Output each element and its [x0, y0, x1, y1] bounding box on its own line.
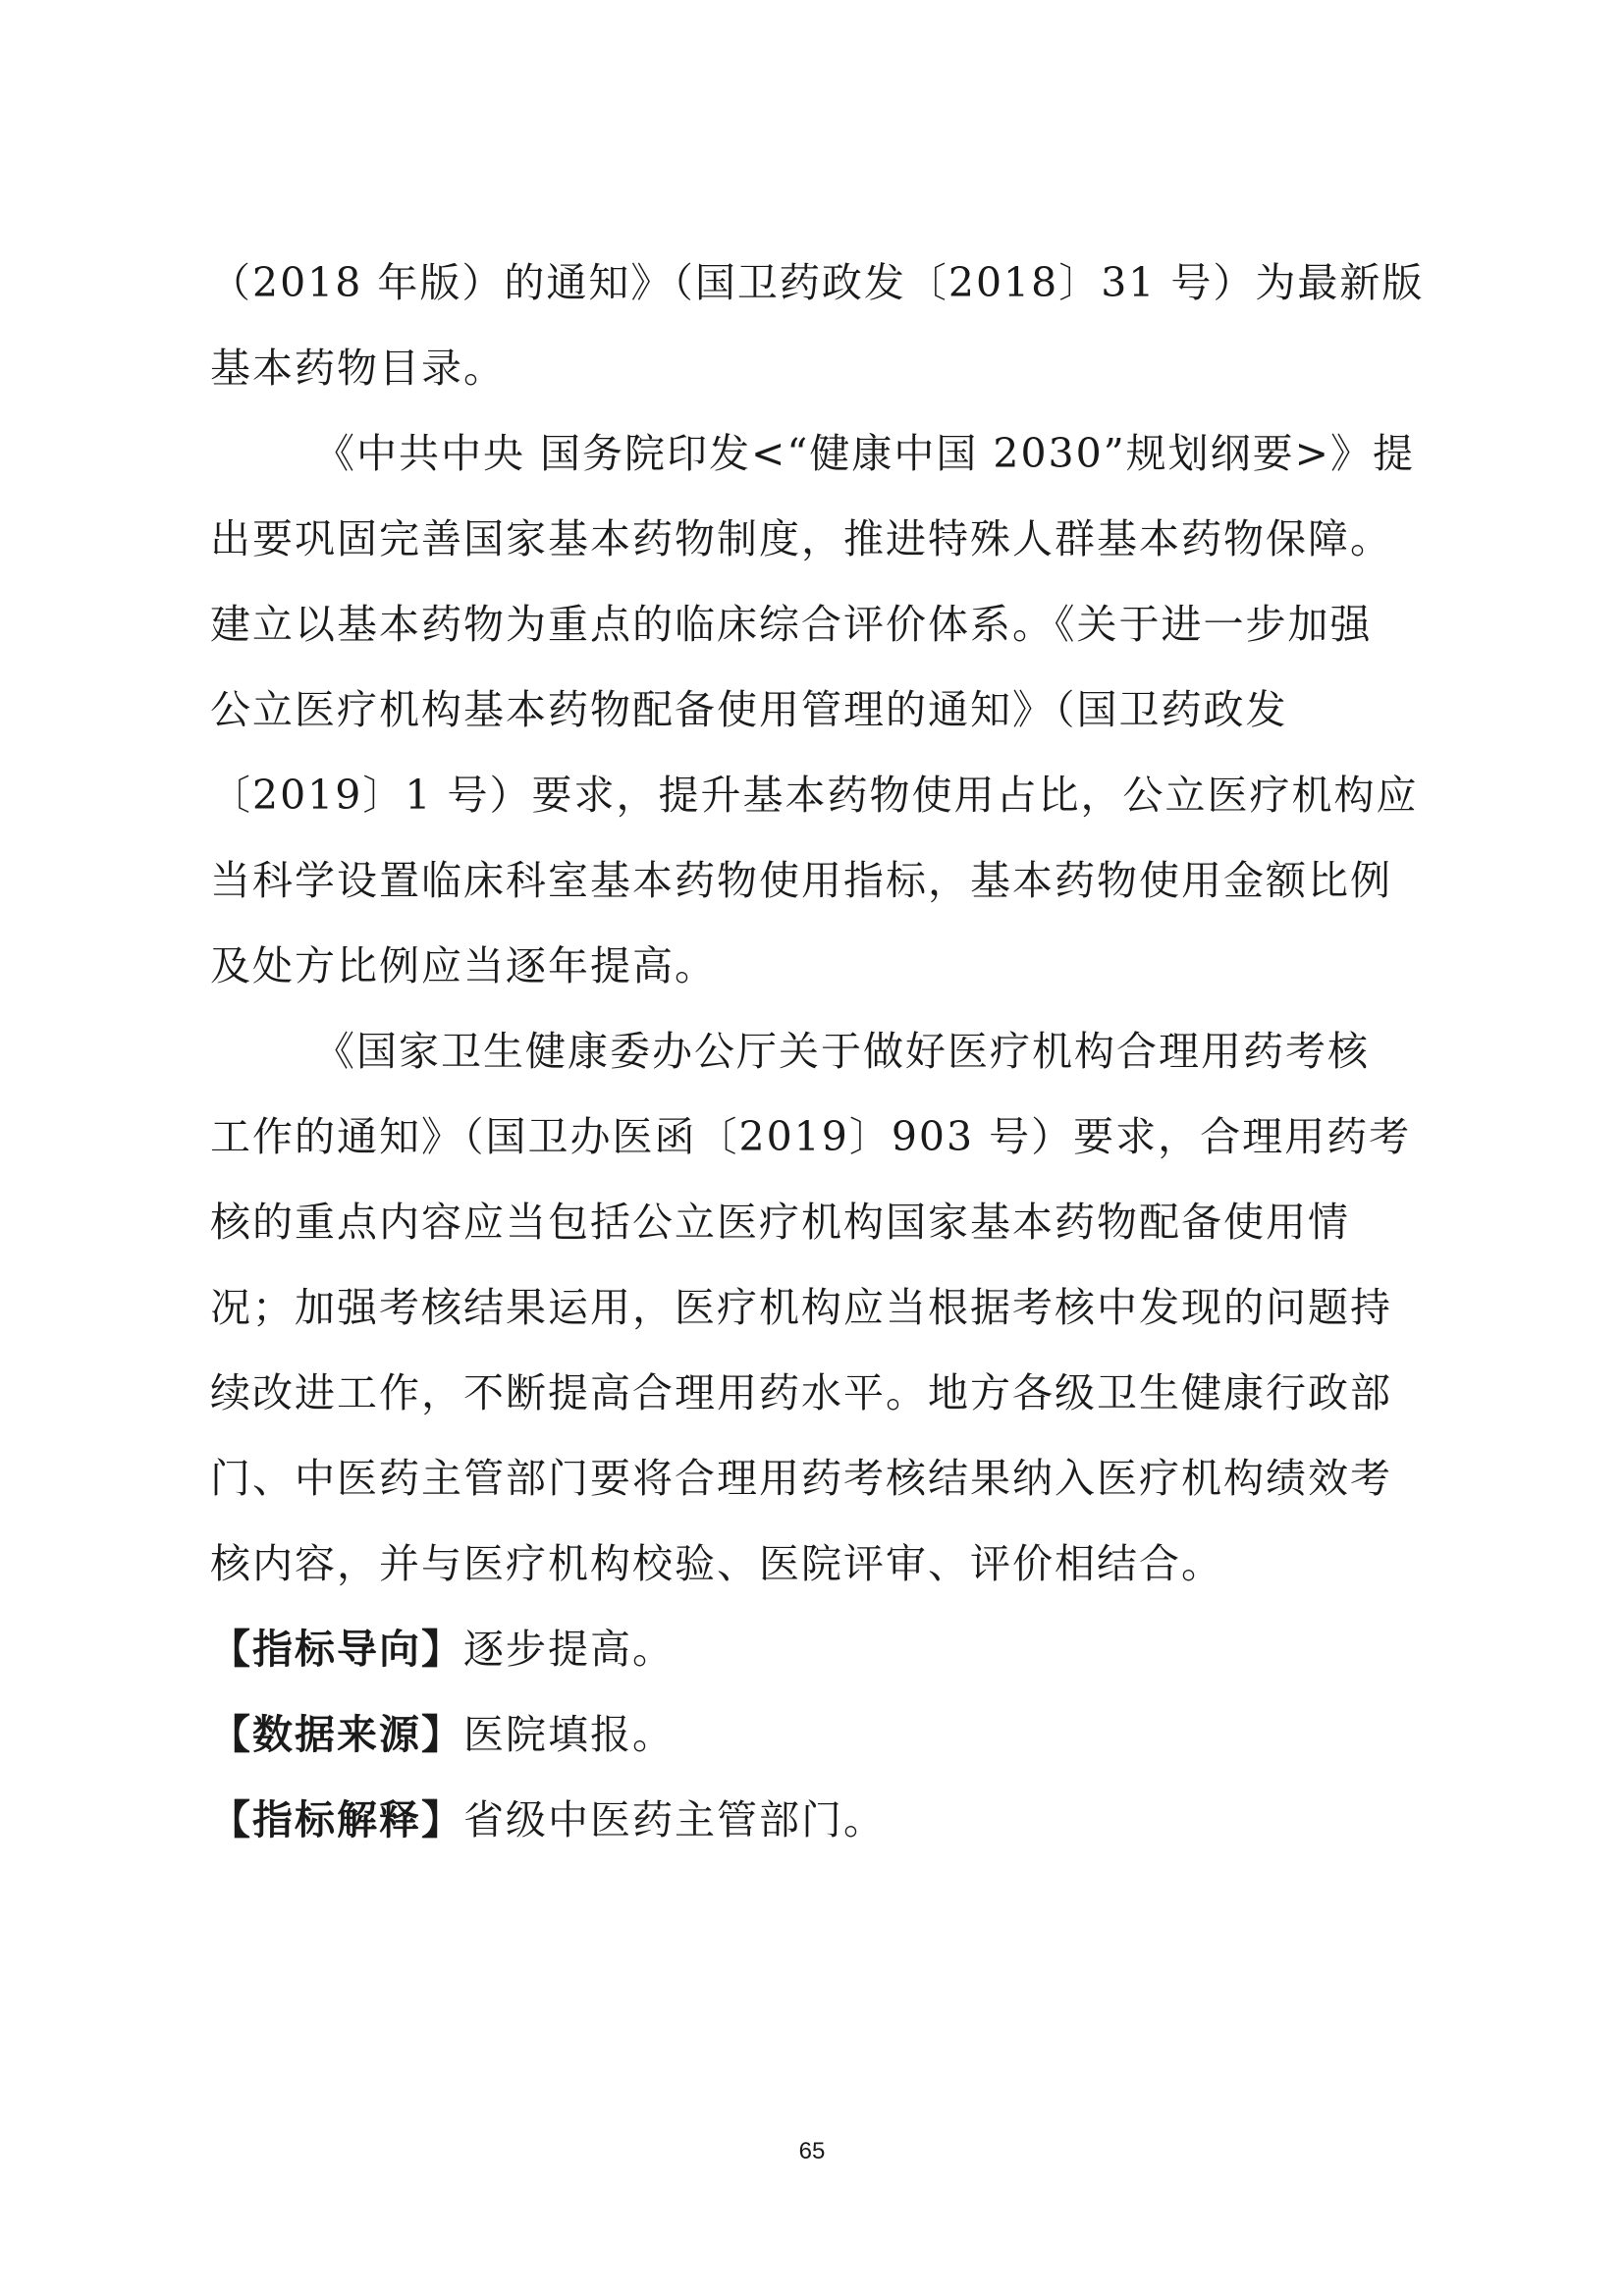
text-line: 门、中医药主管部门要将合理用药考核结果纳入医疗机构绩效考 — [210, 1455, 1392, 1502]
text-line: 建立以基本药物为重点的临床综合评价体系。《关于进一步加强 — [210, 601, 1373, 648]
field-value: 省级中医药主管部门。 — [463, 1796, 886, 1843]
field-indicator-direction — [210, 1620, 675, 1679]
field-label: 【指标解释】 — [210, 1796, 463, 1843]
text-line: 工作的通知》（国卫办医函〔2019〕903 号）要求，合理用药考 — [210, 1113, 1412, 1160]
field-value: 逐步提高。 — [463, 1626, 675, 1673]
text-line: 况；加强考核结果运用，医疗机构应当根据考核中发现的问题持 — [210, 1284, 1392, 1331]
page-number: 65 — [798, 2138, 826, 2164]
paragraph-start: 《中共中央 国务院印发<“健康中国 2030”规划纲要>》提 — [314, 430, 1416, 477]
text-line: 及处方比例应当逐年提高。 — [210, 942, 717, 989]
field-indicator-explanation — [210, 1790, 886, 1849]
text-line: 当科学设置临床科室基本药物使用指标，基本药物使用金额比例 — [210, 857, 1392, 904]
text-line: 〔2019〕1 号）要求，提升基本药物使用占比，公立医疗机构应 — [210, 772, 1419, 819]
field-data-source — [210, 1705, 675, 1764]
text-line: 出要巩固完善国家基本药物制度，推进特殊人群基本药物保障。 — [210, 515, 1392, 562]
text-line: 基本药物目录。 — [210, 345, 506, 392]
text-line: （2018 年版）的通知》（国卫药政发〔2018〕31 号）为最新版 — [210, 259, 1425, 306]
text-line: 核的重点内容应当包括公立医疗机构国家基本药物配备使用情 — [210, 1199, 1350, 1246]
field-label: 【数据来源】 — [210, 1711, 463, 1758]
paragraph-start: 《国家卫生健康委办公厅关于做好医疗机构合理用药考核 — [314, 1028, 1370, 1075]
text-line: 续改进工作，不断提高合理用药水平。地方各级卫生健康行政部 — [210, 1369, 1392, 1416]
text-line: 公立医疗机构基本药物配备使用管理的通知》（国卫药政发 — [210, 686, 1288, 733]
text-line: 核内容，并与医疗机构校验、医院评审、评价相结合。 — [210, 1540, 1223, 1587]
field-value: 医院填报。 — [463, 1711, 675, 1758]
field-label: 【指标导向】 — [210, 1626, 463, 1673]
